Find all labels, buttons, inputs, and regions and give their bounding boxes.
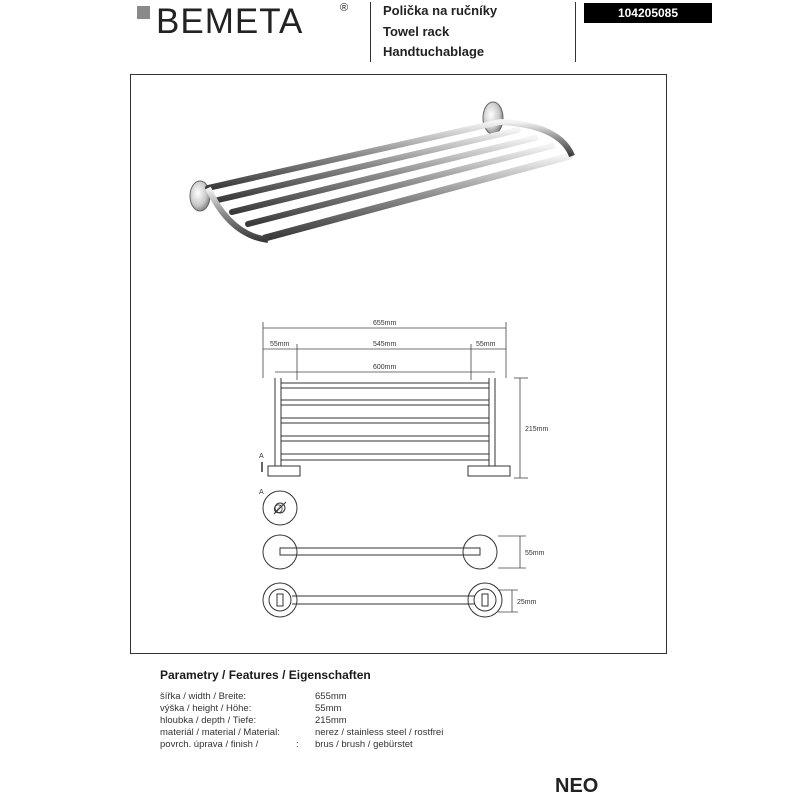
dim-plate-depth: 25mm <box>517 599 537 606</box>
feature-value-depth: 215mm <box>315 715 347 726</box>
feature-label-height: výška / height / Höhe: <box>160 703 252 714</box>
dim-inner-span: 545mm <box>373 341 397 348</box>
feature-value-material: nerez / stainless steel / rostfrei <box>315 727 444 738</box>
side-view <box>263 583 502 617</box>
top-view <box>263 535 497 569</box>
model-name: NEO <box>555 775 599 797</box>
dim-height: 215mm <box>525 426 549 433</box>
feature-label-depth: hloubka / depth / Tiefe: <box>160 715 257 726</box>
features-title: Parametry / Features / Eigenschaften <box>160 668 371 682</box>
feature-value-height: 55mm <box>315 703 342 714</box>
product-title-en: Towel rack <box>383 24 450 39</box>
section-label-top: A <box>259 453 264 460</box>
product-title-cz: Polička na ručníky <box>383 3 498 18</box>
dim-left-offset: 55mm <box>270 341 290 348</box>
registered-mark: ® <box>340 2 349 14</box>
product-code: 104205085 <box>584 3 712 23</box>
feature-value-finish: brus / brush / gebürstet <box>315 739 413 750</box>
feature-label-material: materiál / material / Material: <box>160 727 280 738</box>
diameter-symbol: ∅ <box>273 502 284 516</box>
product-title-de: Handtuchablage <box>383 44 485 59</box>
front-elevation <box>262 378 510 476</box>
feature-colon: : <box>296 739 299 750</box>
feature-label-finish: povrch. úprava / finish / <box>160 739 259 750</box>
dim-bar-length: 600mm <box>373 364 397 371</box>
section-label-bottom: A <box>259 489 264 496</box>
dim-plate-diameter: 55mm <box>525 550 545 557</box>
dim-right-offset: 55mm <box>476 341 496 348</box>
brand-logo: BEMETA <box>156 2 304 41</box>
feature-value-width: 655mm <box>315 691 347 702</box>
feature-label-width: šířka / width / Breite: <box>160 691 247 702</box>
dim-overall-width: 655mm <box>373 320 397 327</box>
product-photo <box>190 102 572 240</box>
